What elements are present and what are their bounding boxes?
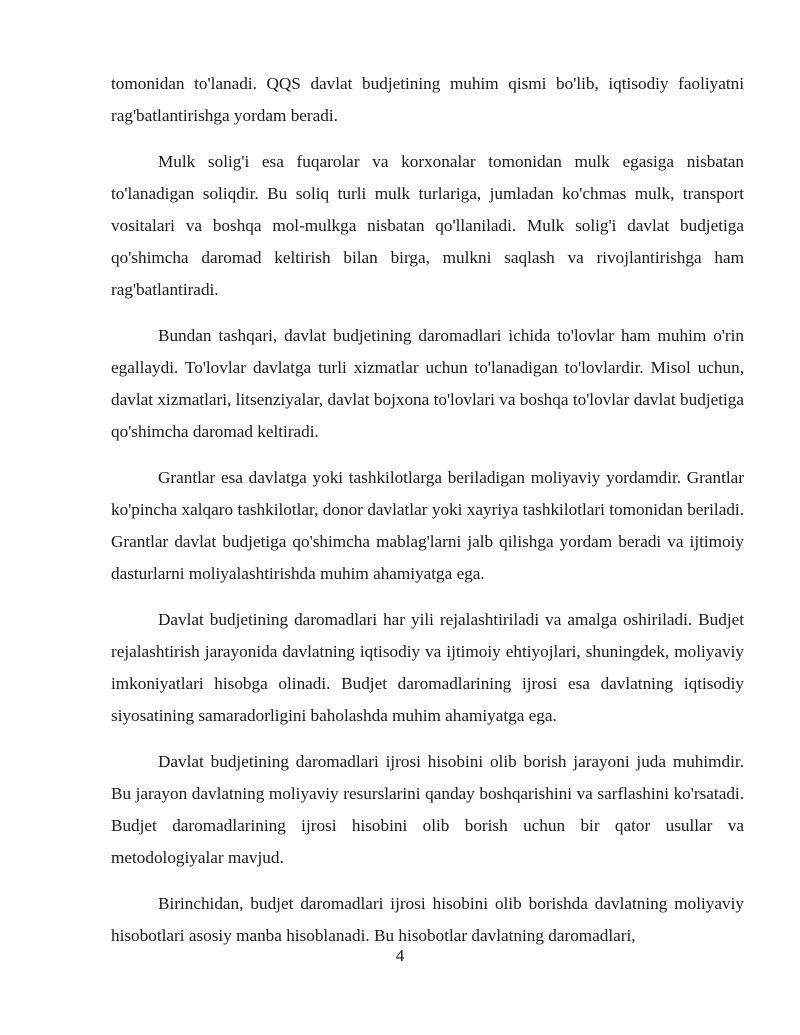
paragraph-budget-planning: Davlat budjetining daromadlari har yili rejalashtiriladi va amalga oshiriladi. Budjet rejalashtirish jarayonida davlatning iqtisodiy va ijtimoiy ehtiyojlari, shuningdek, moliyaviy imkoniyatlari hisobga olinadi. Budjet daromadlarining ijrosi esa davlatning iqtisodiy siyosatining samaradorligini baholashda muhim ahamiyatga ega. bbox=[111, 610, 744, 725]
paragraph-grants: Grantlar esa davlatga yoki tashkilotlarga beriladigan moliyaviy yordamdir. Grantlar ko'pincha xalqaro tashkilotlar, donor davlatlar yoki xayriya tashkilotlari tomonidan beriladi. Grantlar davlat budjetiga qo'shimcha mablag'larni jalb qilishga yordam beradi va ijtimoiy dasturlarni moliyalashtirishda muhim ahamiyatga ega. bbox=[111, 468, 744, 583]
paragraph-property-tax: Mulk solig'i esa fuqarolar va korxonalar tomonidan mulk egasiga nisbatan to'lanadigan soliqdir. Bu soliq turli mulk turlariga, jumladan ko'chmas mulk, transport vositalari va boshqa mol-mulkga nisbatan qo'llaniladi. Mulk solig'i davlat budjetiga qo'shimcha daromad keltirish bilan birga, mulkni saqlash va rivojlantirishga ham rag'batlantiradi. bbox=[111, 152, 744, 299]
paragraph-continuation: tomonidan to'lanadi. QQS davlat budjetining muhim qismi bo'lib, iqtisodiy faoliyatni rag'batlantirishga yordam beradi. bbox=[111, 74, 744, 125]
paragraph-execution-accounting: Davlat budjetining daromadlari ijrosi hisobini olib borish jarayoni juda muhimdir. Bu jarayon davlatning moliyaviy resurslarini qanday boshqarishini va sarflashini ko'rsatadi. Budjet daromadlarining ijrosi hisobini olib borish uchun bir qator usullar va metodologiyalar mavjud. bbox=[111, 752, 744, 867]
paragraph-payments: Bundan tashqari, davlat budjetining daromadlari ichida to'lovlar ham muhim o'rin egallaydi. To'lovlar davlatga turli xizmatlar uchun to'lanadigan to'lovlardir. Misol uchun, davlat xizmatlari, litsenziyalar, davlat bojxona to'lovlari va boshqa to'lovlar davlat budjetiga qo'shimcha daromad keltiradi. bbox=[111, 326, 744, 441]
paragraph-firstly: Birinchidan, budjet daromadlari ijrosi hisobini olib borishda davlatning moliyaviy hisobotlari asosiy manba hisoblanadi. Bu hisobotlar davlatning daromadlari, bbox=[111, 894, 744, 945]
page-number: 4 bbox=[395, 946, 405, 965]
